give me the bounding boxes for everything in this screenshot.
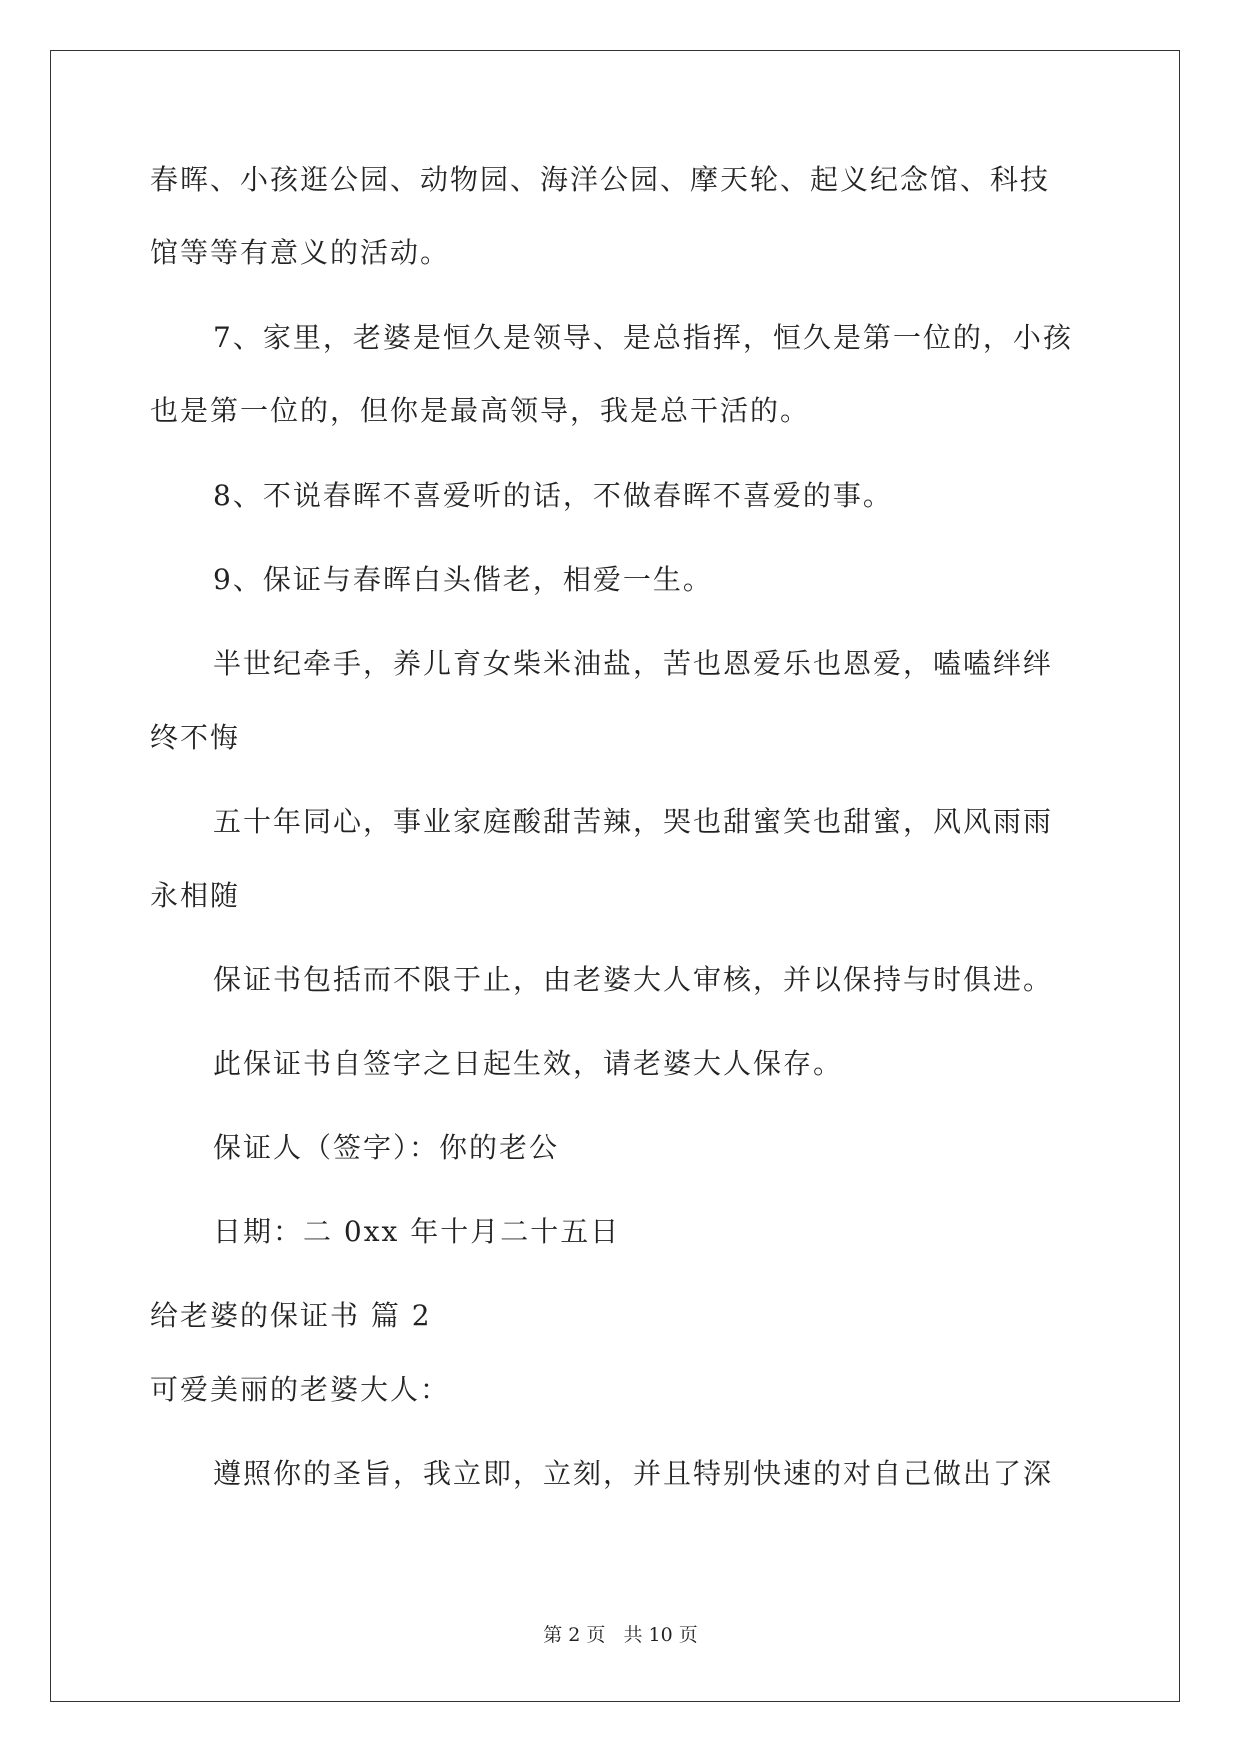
text-line: 半世纪牵手，养儿育女柴米油盐，苦也恩爱乐也恩爱，嗑嗑绊绊: [213, 647, 1054, 680]
text-line: 馆等等有意义的活动。: [150, 236, 451, 269]
text-line: 8、不说春晖不喜爱听的话，不做春晖不喜爱的事。: [213, 479, 893, 512]
text-line: 保证书包括而不限于止，由老婆大人审核，并以保持与时俱进。: [213, 963, 1054, 996]
text-line: 也是第一位的，但你是最高领导，我是总干活的。: [150, 394, 811, 427]
page-footer: [0, 1620, 1241, 1647]
text-line: 终不悔: [150, 721, 241, 754]
salutation: 可爱美丽的老婆大人：: [150, 1373, 451, 1406]
page-total: 共 10 页: [623, 1624, 698, 1646]
text-line: 五十年同心，事业家庭酸甜苦辣，哭也甜蜜笑也甜蜜，风风雨雨: [213, 805, 1054, 838]
text-line: 此保证书自签字之日起生效，请老婆大人保存。: [213, 1047, 844, 1080]
text-line: 7、家里，老婆是恒久是领导、是总指挥，恒久是第一位的，小孩: [213, 321, 1073, 354]
text-line: 保证人（签字）：你的老公: [213, 1131, 560, 1164]
text-line: 春晖、小孩逛公园、动物园、海洋公园、摩天轮、起义纪念馆、科技: [150, 163, 1051, 196]
text-line: 永相随: [150, 879, 241, 912]
text-line: 9、保证与春晖白头偕老，相爱一生。: [213, 563, 713, 596]
page-number: 第 2 页: [543, 1624, 606, 1646]
text-line: 日期：二 0xx 年十月二十五日: [213, 1215, 621, 1248]
section-heading: 给老婆的保证书 篇 2: [150, 1299, 432, 1332]
text-line: 遵照你的圣旨，我立即，立刻，并且特别快速的对自己做出了深: [213, 1457, 1054, 1490]
